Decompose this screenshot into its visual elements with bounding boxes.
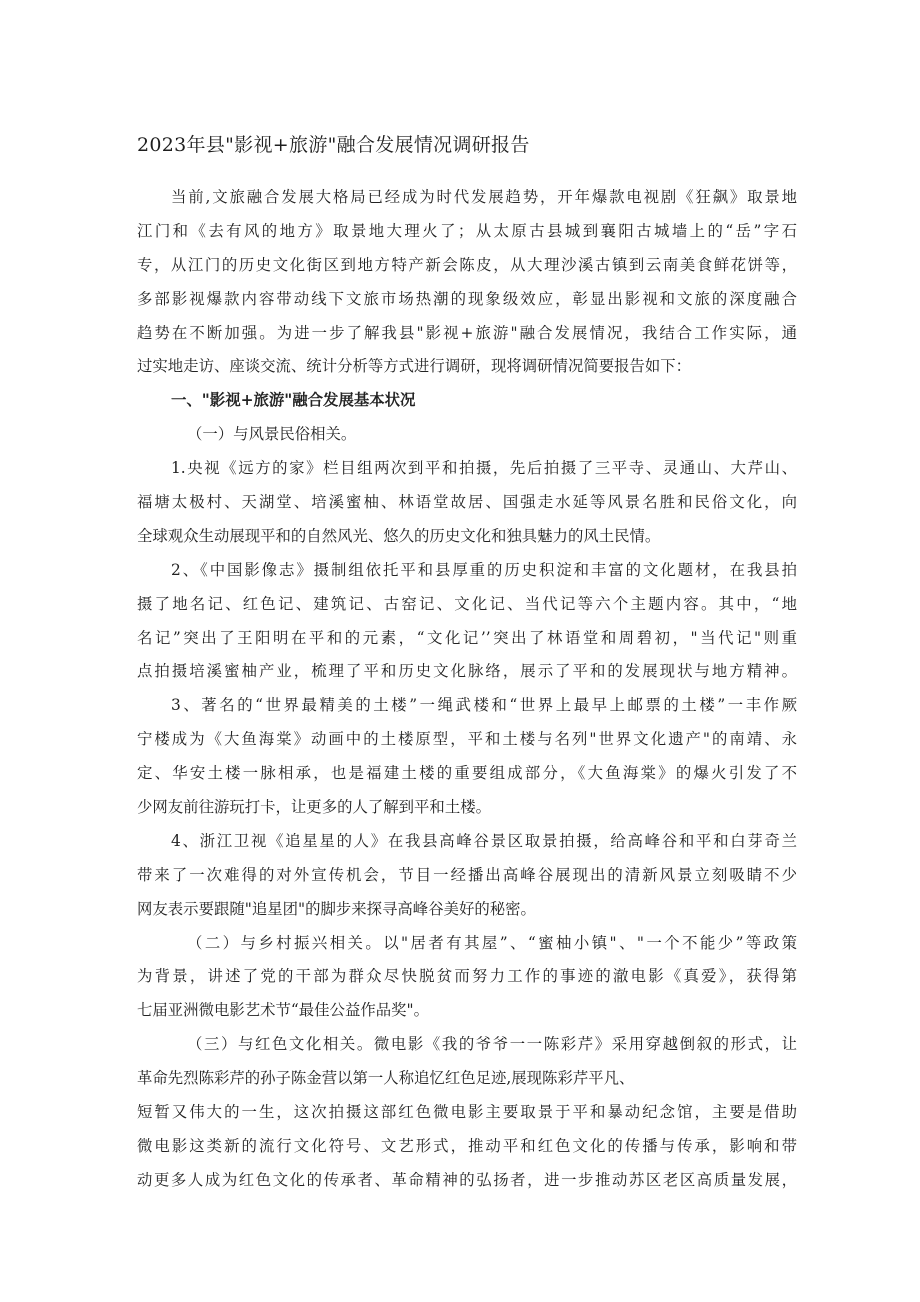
paragraph-line: 定、华安土楼一脉相承，也是福建土楼的重要组成部分，《大鱼海棠》的爆火引发了不 bbox=[137, 764, 797, 783]
paragraph-line: 七届亚洲微电影艺术节“最佳公益作品奖"。 bbox=[137, 1001, 429, 1020]
paragraph-line: 2、《中国影像志》摄制组依托平和县厚重的历史积淀和丰富的文化题材，在我县拍 bbox=[171, 560, 797, 579]
paragraph-line: 专，从江门的历史文化街区到地方特产新会陈皮，从大理沙溪古镇到云南美食鲜花饼等， bbox=[137, 255, 797, 274]
paragraph-line: 短暂又伟大的一生，这次拍摄这部红色微电影主要取景于平和暴动纪念馆，主要是借助 bbox=[137, 1103, 797, 1122]
paragraph-line: 趋势在不断加强。为进一步了解我县"影视+旅游"融合发展情况，我结合工作实际，通 bbox=[137, 323, 797, 342]
paragraph-line: 3、著名的“世界最精美的土楼”一绳武楼和“世界上最早上邮票的土楼”一丰作厥 bbox=[171, 696, 797, 715]
section-heading: 一、"影视+旅游"融合发展基本状况 bbox=[171, 391, 416, 410]
paragraph-line: 全球观众生动展现平和的自然风光、悠久的历史文化和独具魅力的风土民情。 bbox=[137, 526, 661, 545]
paragraph-line: 动更多人成为红色文化的传承者、革命精神的弘扬者，进一步推动苏区老区高质量发展， bbox=[137, 1170, 797, 1189]
paragraph-line: 福塘太极村、天湖堂、培溪蜜柚、林语堂故居、国强走水延等风景名胜和民俗文化，向 bbox=[137, 493, 797, 512]
document-body bbox=[137, 181, 797, 1198]
paragraph-line: 点拍摄培溪蜜柚产业，梳理了平和历史文化脉络，展示了平和的发展现状与地方精神。 bbox=[137, 662, 797, 681]
paragraph-line: 少网友前往游玩打卡，让更多的人了解到平和土楼。 bbox=[137, 798, 491, 817]
paragraph-line: 过实地走访、座谈交流、统计分析等方式进行调研，现将调研情况简要报告如下： bbox=[137, 357, 692, 376]
paragraph-line: 为背景，讲述了党的干部为群众尽快脱贫而努力工作的事迹的澈电影《真爱》，获得第 bbox=[137, 967, 797, 986]
paragraph-line: 多部影视爆款内容带动线下文旅市场热潮的现象级效应，彰显出影视和文旅的深度融合 bbox=[137, 289, 797, 308]
subsection-heading: （一）与风景民俗相关。 bbox=[187, 425, 357, 444]
paragraph-line: 名记”突出了王阳明在平和的元素，“文化记’’突出了林语堂和周碧初，"当代记"则重 bbox=[137, 628, 797, 647]
paragraph-line: 网友表示要跟随"追星团"的脚步来探寻高峰谷美好的秘密。 bbox=[137, 899, 536, 918]
paragraph-line: （二）与乡村振兴相关。以"居者有其屋”、“蜜柚小镇"、"一个不能少”等政策 bbox=[187, 933, 797, 952]
paragraph-line: 江门和《去有风的地方》取景地大理火了；从太原古县城到襄阳古城墙上的“岳”字石 bbox=[137, 221, 797, 240]
paragraph-line: （三）与红色文化相关。微电影《我的爷爷一一陈彩芹》采用穿越倒叙的形式，让 bbox=[187, 1035, 797, 1054]
paragraph-line: 当前,文旅融合发展大格局已经成为时代发展趋势，开年爆款电视剧《狂飙》取景地 bbox=[171, 188, 797, 206]
paragraph-line: 摄了地名记、红色记、建筑记、古窑记、文化记、当代记等六个主题内容。其中，“地 bbox=[137, 594, 797, 613]
paragraph-line: 4、浙江卫视《追星星的人》在我县高峰谷景区取景拍摄，给高峰谷和平和白芽奇兰 bbox=[171, 831, 797, 850]
document-title: 2023年县"影视+旅游"融合发展情况调研报告 bbox=[137, 134, 530, 156]
paragraph-line: 1.央视《远方的家》栏目组两次到平和拍摄，先后拍摄了三平寺、灵通山、大芹山、 bbox=[171, 459, 797, 478]
paragraph-line: 革命先烈陈彩芹的孙子陈金营以第一人称追忆红色足迹,展现陈彩芹平凡、 bbox=[137, 1069, 635, 1088]
paragraph-line: 微电影这类新的流行文化符号、文艺形式，推动平和红色文化的传播与传承，影响和带 bbox=[137, 1136, 797, 1155]
paragraph-line: 宁楼成为《大鱼海棠》动画中的土楼原型，平和土楼与名列"世界文化遗产"的南靖、永 bbox=[137, 730, 797, 749]
paragraph-line: 带来了一次难得的对外宣传机会，节目一经播出高峰谷展现出的清新风景立刻吸睛不少 bbox=[137, 865, 797, 884]
